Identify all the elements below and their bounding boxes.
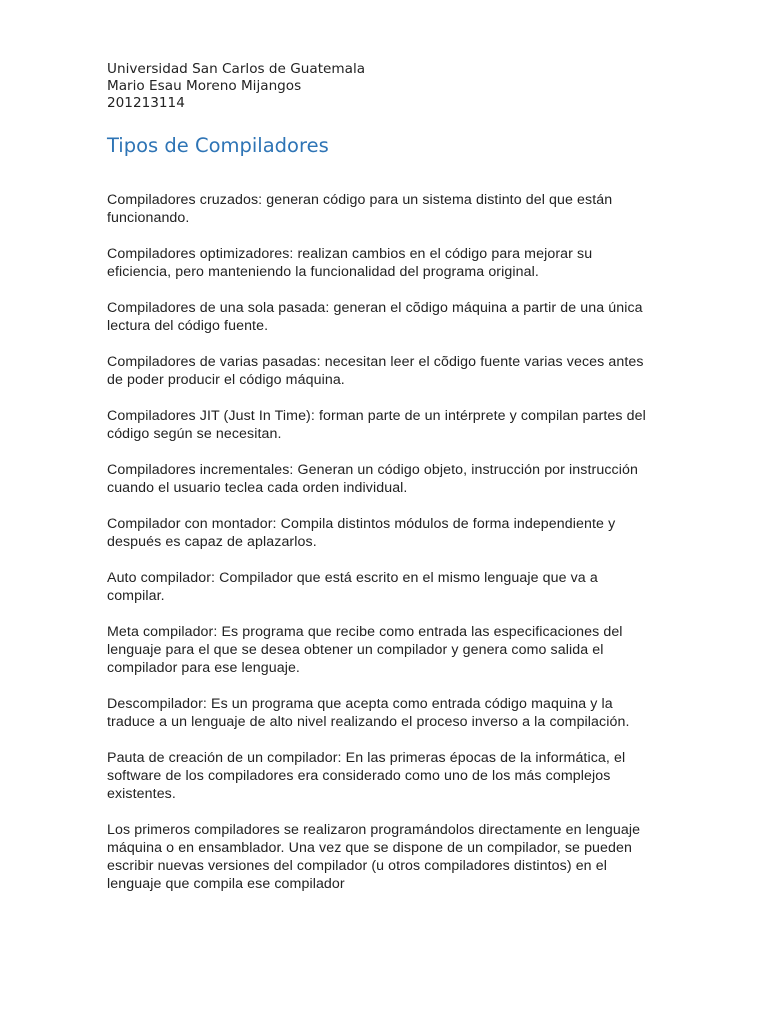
paragraph: Compiladores optimizadores: realizan cambios en el código para mejorar su eficiencia, pero manteniendo la funcionalidad del programa original. [107, 246, 593, 280]
university-name: Universidad San Carlos de Guatemala [107, 61, 366, 77]
student-id: 201213114 [107, 95, 185, 111]
document-title: Tipos de Compiladores [107, 134, 329, 157]
paragraph: Los primeros compiladores se realizaron programándolos directamente en lenguaje máquina o en ensamblador. Una vez que se dispone de un compilador, se pueden escribir nuevas versiones del compilador (u otros compiladores distintos) en el lenguaje que compila ese compilador [107, 822, 641, 892]
paragraph: Compilador con montador: Compila distintos módulos de forma independiente y después es capaz de aplazarlos. [107, 516, 616, 550]
document-page [107, 61, 652, 911]
paragraph: Compiladores de una sola pasada: generan el cõdigo máquina a partir de una única lectura del código fuente. [107, 300, 643, 334]
paragraph: Compiladores de varias pasadas: necesitan leer el cõdigo fuente varias veces antes de poder producir el código máquina. [107, 354, 644, 388]
paragraph: Compiladores incrementales: Generan un código objeto, instrucción por instrucción cuando el usuario teclea cada orden individual. [107, 462, 638, 496]
paragraph: Pauta de creación de un compilador: En las primeras épocas de la informática, el software de los compiladores era considerado como uno de los más complejos existentes. [107, 750, 626, 802]
paragraph: Meta compilador: Es programa que recibe como entrada las especificaciones del lenguaje para el que se desea obtener un compilador y genera como salida el compilador para ese lenguaje. [107, 624, 623, 676]
paragraph: Compiladores JIT (Just In Time): forman parte de un intérprete y compilan partes del código según se necesitan. [107, 408, 646, 442]
author-name: Mario Esau Moreno Mijangos [107, 78, 302, 94]
paragraph: Auto compilador: Compilador que está escrito en el mismo lenguaje que va a compilar. [107, 570, 598, 604]
paragraph: Compiladores cruzados: generan código para un sistema distinto del que están funcionando. [107, 192, 613, 226]
body-paragraphs [107, 191, 652, 893]
paragraph: Descompilador: Es un programa que acepta como entrada código maquina y la traduce a un lenguaje de alto nivel realizando el proceso inverso a la compilación. [107, 696, 630, 730]
